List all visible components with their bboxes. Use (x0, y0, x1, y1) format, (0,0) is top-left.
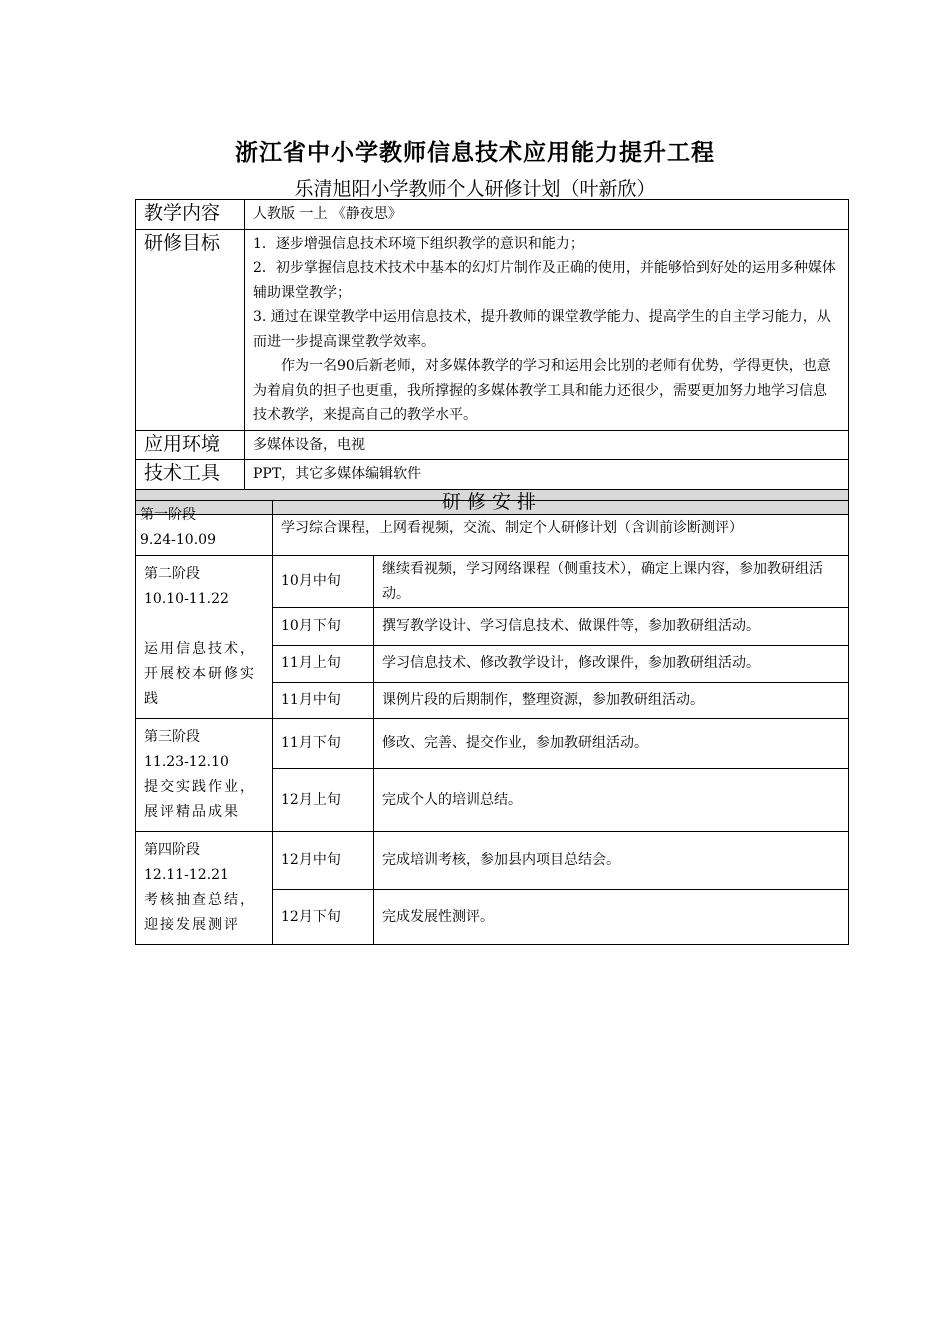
goal-reflection: 作为一名90后新老师，对多媒体教学的学习和运用会比别的老师有优势，学得更快，也意为着肩负的担子也更重，我所撑握的多媒体教学工具和能力还很少，需要更加努力地学习信息技术教学，来提高自己的教学水平。 (253, 358, 831, 423)
task-cell: 完成发展性测评。 (374, 890, 849, 945)
stage2-name: 第二阶段 (144, 566, 200, 582)
goal-item-3: 3. 通过在课堂教学中运用信息技术，提升教师的课堂教学能力、提高学生的自主学习能力，从而进一步提高课堂教学效率。 (253, 309, 831, 350)
stage1-desc: 学习综合课程，上网看视频，交流、制定个人研修计划（含训前诊断测评） (273, 501, 849, 556)
info-table (135, 199, 849, 515)
task-cell: 撰写教学设计、学习信息技术、做课件等，参加教研组活动。 (374, 608, 849, 645)
stage1-cell (136, 501, 273, 556)
task-cell: 修改、完善、提交作业，参加教研组活动。 (374, 719, 849, 769)
goal-label: 研修目标 (136, 229, 245, 430)
period-cell: 11月上旬 (273, 645, 374, 682)
tool-row (136, 460, 849, 490)
stage4-row-1 (136, 832, 849, 890)
stage2-row-1 (136, 556, 849, 608)
stage4-name: 第四阶段 (144, 842, 200, 858)
goal-item-1: 1．逐步增强信息技术环境下组织教学的意识和能力； (253, 235, 584, 252)
period-cell: 10月中旬 (273, 556, 374, 608)
stage1-row (136, 501, 849, 556)
env-row (136, 430, 849, 460)
env-label: 应用环境 (136, 430, 245, 460)
stage3-row-1 (136, 719, 849, 769)
goal-item-2: 2．初步掌握信息技术技术中基本的幻灯片制作及正确的使用，并能够恰到好处的运用多种媒体辅助课堂教学； (253, 260, 836, 301)
period-cell: 11月中旬 (273, 682, 374, 718)
document-subtitle: 乐清旭阳小学教师个人研修计划（叶新欣） (294, 178, 656, 200)
task-cell: 课例片段的后期制作，整理资源，参加教研组活动。 (374, 682, 849, 718)
stage3-cell (136, 719, 273, 832)
tool-label: 技术工具 (136, 460, 245, 490)
goal-value (245, 229, 849, 430)
period-cell: 12月下旬 (273, 890, 374, 945)
period-cell: 12月中旬 (273, 832, 374, 890)
content-value: 人教版 一上 《静夜思》 (245, 200, 849, 230)
period-cell: 12月上旬 (273, 769, 374, 832)
stage4-dates: 12.11-12.21 (144, 867, 229, 883)
content-label: 教学内容 (136, 200, 245, 230)
task-cell: 完成培训考核，参加县内项目总结会。 (374, 832, 849, 890)
stage1-name: 第一阶段 (140, 507, 196, 523)
task-cell: 学习信息技术、修改教学设计，修改课件，参加教研组活动。 (374, 645, 849, 682)
content-row (136, 200, 849, 230)
period-cell: 10月下旬 (273, 608, 374, 645)
stage4-theme: 考核抽查总结，迎接发展测评 (144, 892, 256, 933)
tool-value: PPT，其它多媒体编辑软件 (245, 460, 849, 490)
stage3-dates: 11.23-12.10 (144, 754, 229, 770)
stage4-cell (136, 832, 273, 945)
stage2-dates: 10.10-11.22 (144, 591, 229, 607)
schedule-table (135, 500, 849, 945)
stage2-cell (136, 556, 273, 719)
goal-row (136, 229, 849, 430)
period-cell: 11月下旬 (273, 719, 374, 769)
env-value: 多媒体设备，电视 (245, 430, 849, 460)
stage3-theme: 提交实践作业，展评精品成果 (144, 779, 256, 820)
stage2-theme: 运用信息技术，开展校本研修实践 (144, 641, 256, 707)
schedule-header: 研修安排 (136, 489, 849, 514)
stage1-dates: 9.24-10.09 (140, 532, 216, 548)
document-title: 浙江省中小学教师信息技术应用能力提升工程 (235, 139, 715, 166)
task-cell: 完成个人的培训总结。 (374, 769, 849, 832)
task-cell: 继续看视频，学习网络课程（侧重技术），确定上课内容，参加教研组活动。 (374, 556, 849, 608)
stage3-name: 第三阶段 (144, 729, 200, 745)
